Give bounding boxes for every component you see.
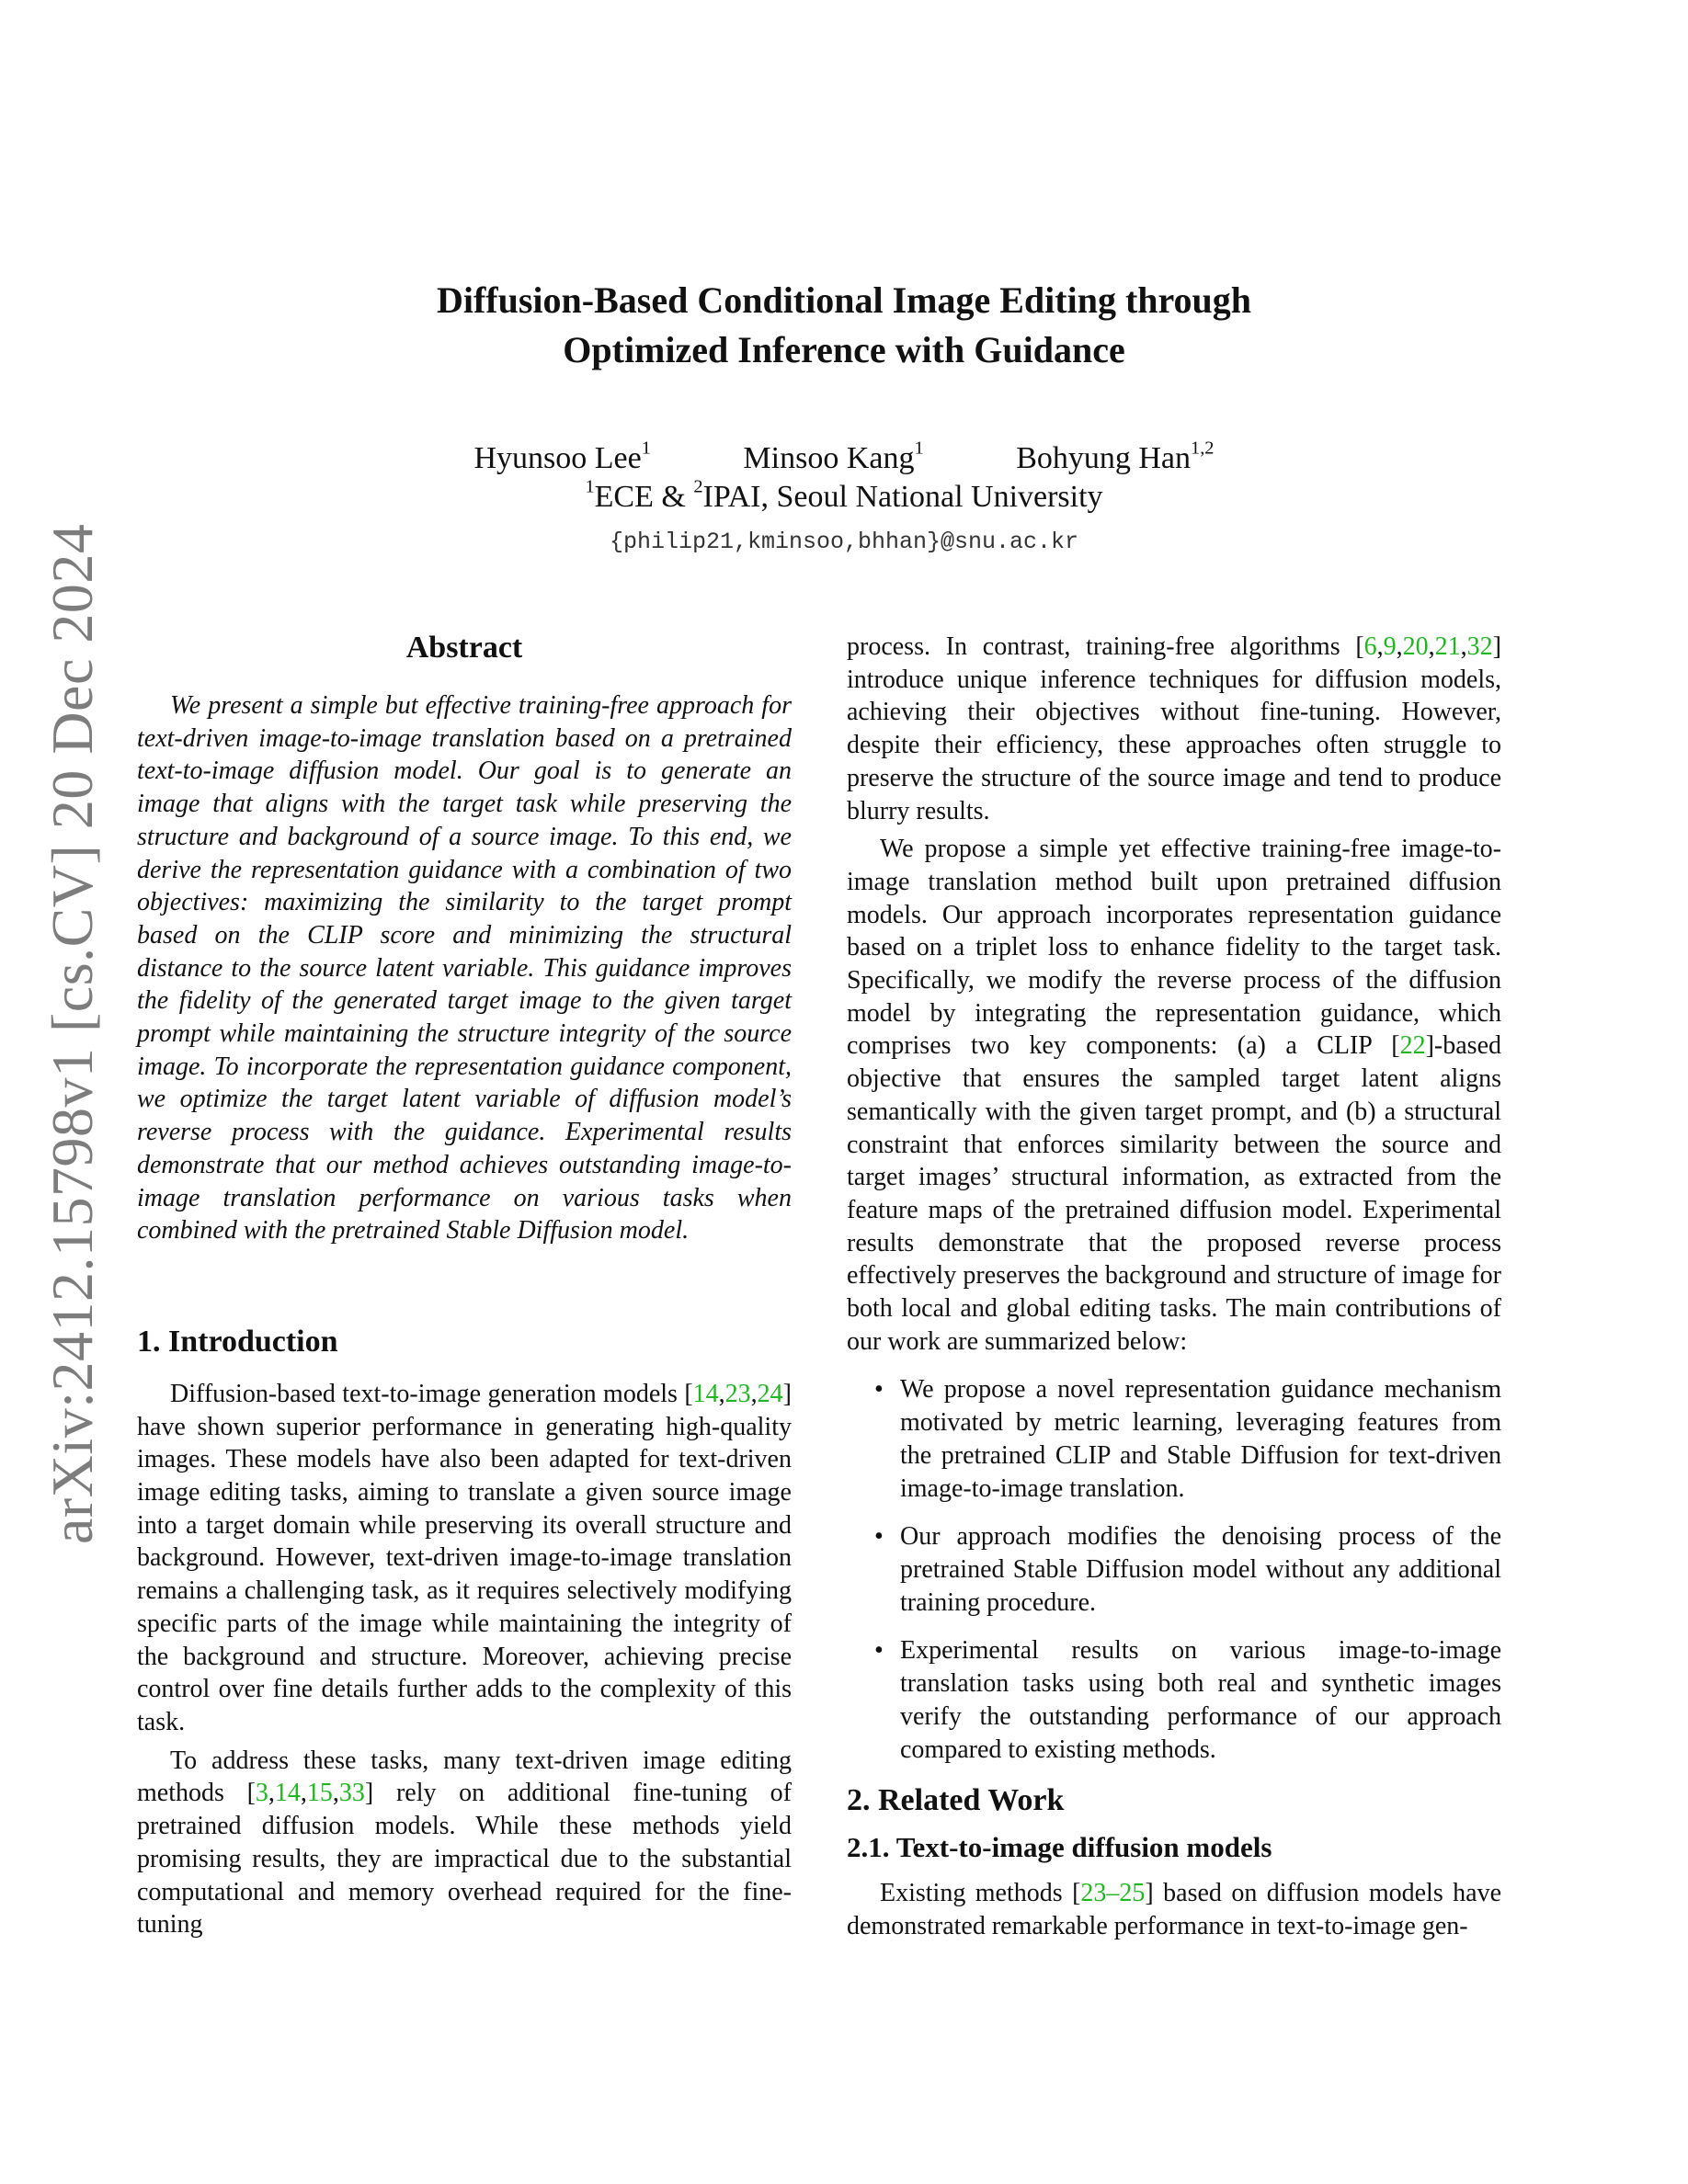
author-name: Hyunsoo Lee [473,441,642,475]
citation-separator: , [718,1379,725,1408]
author-affiliation-mark: 1,2 [1191,438,1215,459]
citation-link[interactable]: 6 [1363,632,1377,661]
paragraph-text: ] have shown superior performance in generating high-quality images. These models have also been adapted for text-driven image editing tasks, aiming to translate a given source image into a target domain while preserving its overall structure and background. However, text-driven image-to-image translation remains a challenging task, as it requires selectively modifying specific parts of the image while maintaining the integrity of the background and structure. Moreover, achieving precise control over fine details further adds to the complexity of this task. [137,1379,792,1736]
subsection-heading: 2.1. Text-to-image diffusion models [847,1831,1272,1864]
related-work-heading: 2. Related Work [847,1783,1065,1818]
list-item-text: We propose a novel representation guidance mechanism motivated by metric learning, leveraging features from the pretrained CLIP and Stable Diffusion for text-driven image-to-image translation. [900,1375,1501,1503]
title-line-1: Diffusion-Based Conditional Image Editing through [436,279,1252,321]
list-item [847,1520,1501,1619]
citation-link[interactable]: 14 [274,1779,301,1808]
intro-paragraph-3 [847,631,1501,827]
citation-link[interactable]: 33 [338,1779,365,1808]
citation-link[interactable]: 22 [1399,1031,1426,1061]
citation-link[interactable]: 9 [1383,632,1397,661]
citation-link[interactable]: 20 [1402,632,1429,661]
bullet-icon: • [874,1522,884,1552]
affiliation-text: IPAI, Seoul National University [702,480,1103,514]
citation-separator: , [750,1379,758,1408]
citation-separator: , [332,1779,339,1808]
citation-separator: , [268,1779,275,1808]
intro-paragraph-1 [137,1378,792,1739]
paragraph-text: ] based on diffusion models have demonstrated remarkable performance in text-to-image gen- [847,1879,1501,1940]
author-1 [473,439,650,478]
related-paragraph-1 [847,1877,1501,1942]
list-item [847,1373,1501,1505]
author-3 [1016,439,1214,478]
author-affiliation-mark: 1 [914,438,924,459]
author-name: Bohyung Han [1016,441,1192,475]
paragraph-text: ] rely on additional fine-tuning of pretrained diffusion models. While these methods yield promising results, they are impractical due to the substantial computational and memory overhead required for the fine-tuning [137,1779,792,1939]
citation-link[interactable]: 23 [724,1379,751,1408]
title-line-2: Optimized Inference with Guidance [563,329,1125,370]
list-item-text: Experimental results on various image-to-image translation tasks using both real and synthetic images verify the outstanding performance of our approach compared to existing methods. [900,1636,1501,1764]
abstract [137,689,792,1247]
affiliation [0,478,1688,517]
citation-separator: , [300,1779,307,1808]
citation-link[interactable]: 32 [1466,632,1493,661]
paragraph-text: Diffusion-based text-to-image generation models [ [170,1379,693,1408]
affiliation-mark: 2 [693,476,703,497]
author-affiliation-mark: 1 [641,438,651,459]
citation-separator: , [1376,632,1384,661]
list-item-text: Our approach modifies the denoising process of the pretrained Stable Diffusion model without any additional training procedure. [900,1522,1501,1617]
paper-title [0,276,1688,375]
author-name: Minsoo Kang [743,441,915,475]
abstract-text: We present a simple but effective training-free approach for text-driven image-to-image translation based on a pretrained text-to-image diffusion model. Our goal is to generate an image that aligns with the target task while preserving the structure and background of a source image. To this end, we derive the representation guidance with a combination of two objectives: maximizing the similarity to the target prompt based on the CLIP score and minimizing the structural distance to the source latent variable. This guidance improves the fidelity of the generated target image to the given target prompt while maintaining the structure integrity of the source image. To incorporate the representation guidance component, we optimize the target latent variable of diffusion model’s reverse process with the guidance. Experimental results demonstrate that our method achieves outstanding image-to-image translation performance on various tasks when combined with the pretrained Stable Diffusion model. [137,691,792,1246]
citation-separator: , [1428,632,1435,661]
citation-link[interactable]: 21 [1434,632,1461,661]
citation-separator: , [1396,632,1403,661]
list-item [847,1634,1501,1766]
author-2 [743,439,923,478]
citation-link[interactable]: 14 [692,1379,719,1408]
citation-separator: , [1460,632,1467,661]
paragraph-text: To address these tasks, many text-driven image editing methods [ [137,1746,792,1808]
intro-paragraph-4 [847,833,1501,1358]
paragraph-text: ] introduce unique inference techniques for diffusion models, achieving their objectives without fine-tuning. However, despite their efficiency, these approaches often struggle to preserve the structure of the source image and tend to produce blurry results. [847,632,1501,825]
affiliation-text: ECE & [594,480,694,514]
citation-link[interactable]: 24 [757,1379,783,1408]
paragraph-text: process. In contrast, training-free algorithms [ [847,632,1364,661]
right-column [847,631,1501,1943]
introduction-heading: 1. Introduction [137,1324,338,1359]
contributions-list [847,1373,1501,1766]
intro-paragraph-2 [137,1745,792,1941]
abstract-heading: Abstract [405,631,523,665]
arxiv-identifier-stamp: arXiv:2412.15798v1 [cs.CV] 20 Dec 2024 [40,523,105,1544]
citation-link[interactable]: 15 [306,1779,333,1808]
citation-link[interactable]: 23–25 [1080,1879,1146,1908]
bullet-icon: • [874,1636,884,1666]
author-list [0,439,1688,478]
citation-link[interactable]: 3 [255,1779,268,1808]
affiliation-mark: 1 [585,476,595,497]
author-emails: {philip21,kminsoo,bhhan}@snu.ac.kr [609,529,1079,555]
left-column [137,630,792,1941]
paragraph-text: We propose a simple yet effective training-free image-to-image translation method built upon pretrained diffusion models. Our approach incorporates representation guidance based on a triplet loss to enhance fidelity to the target task. Specifically, we modify the reverse process of the diffusion model by integrating the representation guidance, which comprises two key components: (a) a CLIP [ [847,835,1501,1061]
paragraph-text: ]-based objective that ensures the sampled target latent aligns semantically with the given target prompt, and (b) a structural constraint that enforces similarity between the source and target images’ structural information, as extracted from the feature maps of the pretrained diffusion model. Experimental results demonstrate that the proposed reverse process effectively preserves the background and structure of image for both local and global editing tasks. The main contributions of our work are summarized below: [847,1031,1501,1356]
bullet-icon: • [874,1375,884,1405]
paragraph-text: Existing methods [ [880,1879,1081,1908]
